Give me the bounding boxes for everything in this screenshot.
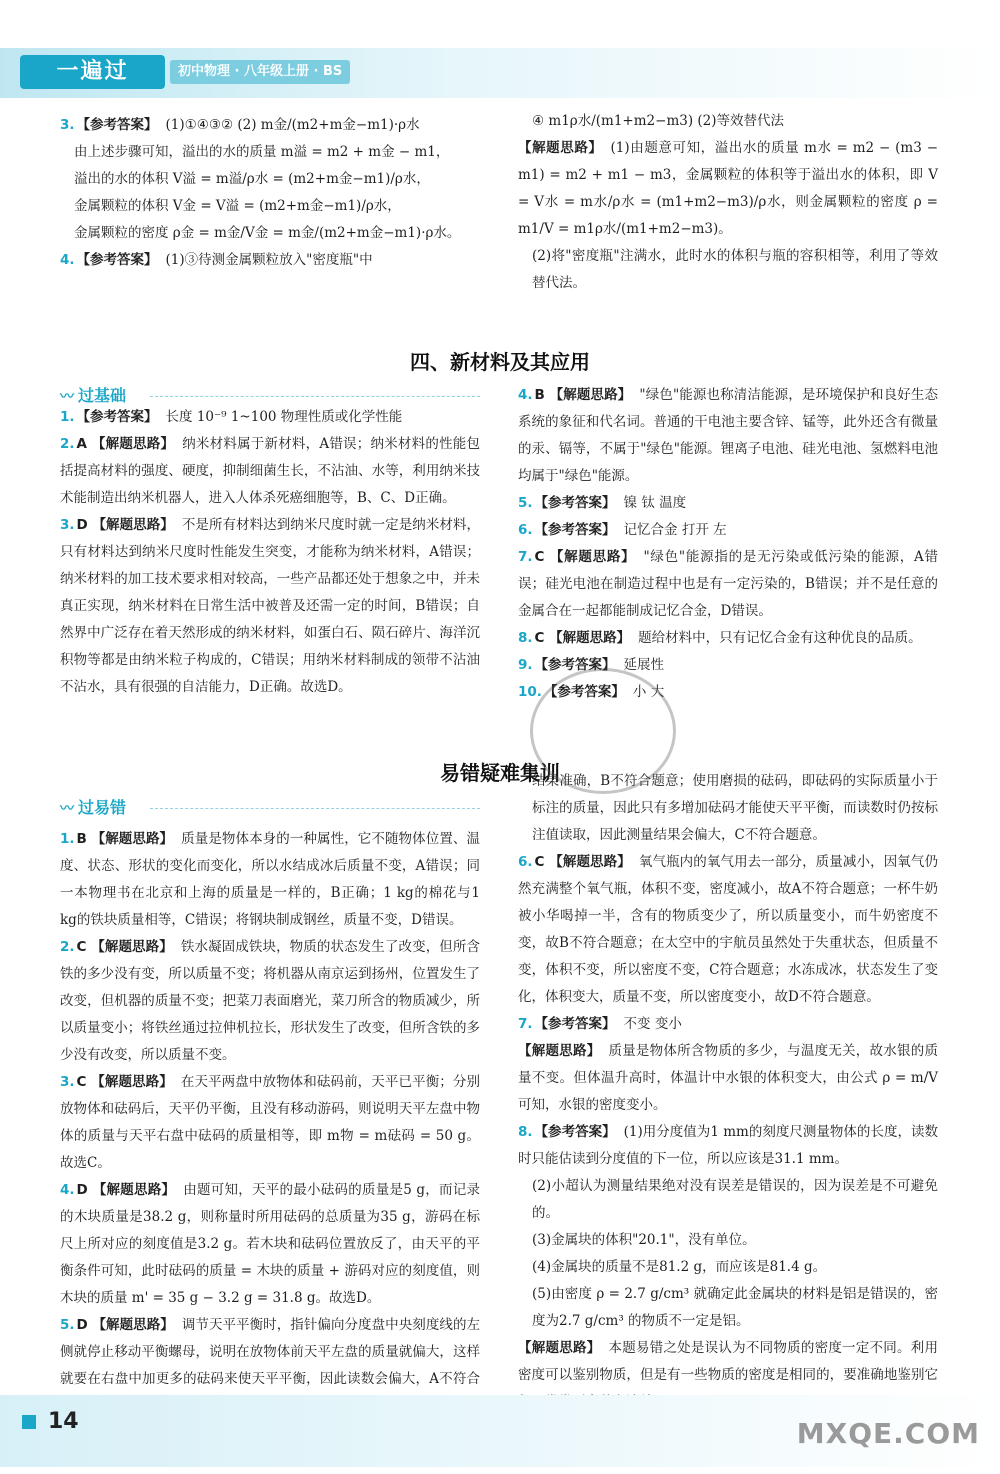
item-text: 溢出的水的体积 V溢 = m溢/ρ水 = (m2+m金−m1)/ρ水， bbox=[74, 171, 430, 187]
answer-item bbox=[60, 431, 480, 512]
item-tag: C 【解题思路】 bbox=[534, 549, 636, 565]
item-number: 3. bbox=[60, 517, 75, 533]
item-number: 10. bbox=[518, 684, 542, 700]
item-tag: 【参考答案】 bbox=[534, 657, 616, 673]
page-marker-icon bbox=[22, 1415, 36, 1429]
section-4-left-column bbox=[60, 404, 480, 701]
series-logo: 一遍过 bbox=[20, 55, 165, 89]
book-subtitle: 初中物理 · 八年级上册 · BS bbox=[170, 60, 350, 84]
item-tag: 【解题思路】 bbox=[518, 1340, 601, 1356]
answer-item bbox=[518, 243, 938, 297]
section-5-right-column bbox=[518, 768, 938, 1416]
item-number: 4. bbox=[60, 1182, 75, 1198]
answer-item bbox=[60, 166, 480, 193]
item-text: (1)③待测金属颗粒放入"密度瓶"中 bbox=[165, 252, 373, 268]
item-text: 不是所有材料达到纳米尺度时就一定是纳米材料，只有材料达到纳米尺度时性能发生突变，才能称为纳米材料，A错误；纳米材料的加工技术要求相对较高，一些产品都还处于想象之中，并未真正实现，纳米材料在日常生活中被普及还需一定的时间，B错误；自然界中广泛存在着天然形成的纳米材料，如蛋白石、陨石碎片、海洋沉积物等都是由纳米粒子构成的，C错误；用纳米材料制成的领带不沾油不沾水，具有很强的自洁能力，D正确。故选D。 bbox=[60, 517, 480, 695]
item-text: 延展性 bbox=[623, 657, 665, 673]
item-tag: B 【解题思路】 bbox=[534, 387, 632, 403]
item-tag: 【参考答案】 bbox=[76, 117, 158, 133]
item-number: 7. bbox=[518, 1016, 533, 1032]
item-text: 本题易错之处是误认为不同物质的密度一定不同。利用密度可以鉴别物质，但是有一些物质的密度是相同的，要准确地鉴别它 bbox=[518, 1340, 939, 1383]
item-text: 不变 变小 bbox=[623, 1016, 682, 1032]
answer-item bbox=[60, 112, 480, 139]
item-tag: C 【解题思路】 bbox=[534, 854, 631, 870]
item-number: 2. bbox=[60, 939, 75, 955]
answer-item bbox=[60, 1177, 480, 1312]
item-text: 镍 钛 温度 bbox=[623, 495, 687, 511]
page-header bbox=[0, 0, 1000, 110]
item-number: 8. bbox=[518, 630, 533, 646]
answer-item bbox=[518, 1227, 938, 1254]
answer-item bbox=[60, 1069, 480, 1177]
item-text: (1)由题意可知，溢出水的质量 m水 = m2 − (m3 − m1) = m2 + m1 − m3，金属颗粒的体积等于溢出水的体积，即 V = V水 = m水/ρ水 = (m1+m2−m3)/ρ水，则金属颗粒的密度 ρ = m1/V = m1ρ水/(m1+m2−m3)。 bbox=[518, 140, 939, 237]
answer-item bbox=[60, 247, 480, 274]
item-text: 金属颗粒的密度 ρ金 = m金/V金 = m金/(m2+m金−m1)·ρ水。 bbox=[74, 225, 461, 241]
answer-item bbox=[60, 220, 480, 247]
item-number: 3. bbox=[60, 1074, 75, 1090]
item-number: 3. bbox=[60, 117, 75, 133]
item-tag: 【参考答案】 bbox=[534, 495, 616, 511]
answer-item bbox=[518, 544, 938, 625]
item-number: 5. bbox=[518, 495, 533, 511]
item-text: 小 大 bbox=[632, 684, 665, 700]
answer-item bbox=[518, 849, 938, 1011]
answer-item bbox=[60, 934, 480, 1069]
item-text: 记忆合金 打开 左 bbox=[623, 522, 727, 538]
answer-item bbox=[518, 108, 938, 135]
item-tag: 【解题思路】 bbox=[518, 1043, 601, 1059]
item-tag: D 【解题思路】 bbox=[76, 1182, 176, 1198]
item-tag: 【参考答案】 bbox=[76, 252, 158, 268]
item-text: (1)用分度值为1 mm的刻度尺测量物体的长度，读数时只能估读到分度值的下一位，所以应该是31.1 mm。 bbox=[518, 1124, 938, 1167]
top-right-column bbox=[518, 108, 938, 297]
section-5-left-column bbox=[60, 826, 480, 1474]
answer-item bbox=[518, 517, 938, 544]
wave-icon: 〰 bbox=[60, 389, 74, 405]
item-number: 6. bbox=[518, 854, 533, 870]
answer-item bbox=[60, 512, 480, 701]
item-text: ④ m1ρ水/(m1+m2−m3) (2)等效替代法 bbox=[532, 113, 785, 129]
item-tag: 【解题思路】 bbox=[518, 140, 603, 156]
item-tag: 【参考答案】 bbox=[534, 1124, 616, 1140]
item-text: (4)金属块的质量不是81.2 g，而应该是81.4 g。 bbox=[532, 1259, 827, 1275]
item-text: 调节天平平衡时，指针偏向分度盘中央刻度线的左侧就停止移动平衡螺母，说明在放物体前天平左盘的质量就偏大，这样就要在右盘中加更多的砝码来使天平平衡，因此读数会偏大，A不符合 bbox=[60, 1317, 480, 1387]
item-tag: 【参考答案】 bbox=[534, 1016, 616, 1032]
item-text: 纳米材料属于新材料，A错误；纳米材料的性能包括提高材料的强度、硬度，抑制细菌生长，不沾油、水等，利用纳米技术能制造出纳米机器人，进入人体杀死癌细胞等，B、C、D正确。 bbox=[60, 436, 480, 506]
wave-icon: 〰 bbox=[60, 801, 74, 817]
item-number: 9. bbox=[518, 657, 533, 673]
item-number: 6. bbox=[518, 522, 533, 538]
item-tag: 【参考答案】 bbox=[534, 522, 616, 538]
item-text: 氧气瓶内的氧气用去一部分，质量减小，因氧气仍然充满整个氧气瓶，体积不变，密度减小，故A不符合题意；一杯牛奶被小华喝掉一半，含有的物质变少了，所以质量变小，而牛奶密度不变，故B不符合题意；在太空中的宇航员虽然处于失重状态，但质量不变，体积不变，所以密度不变，C符合题意；水冻成冰，状态发生了变化，体积变大，质量不变，所以密度变小，故D不符合题意。 bbox=[518, 854, 939, 1005]
subhead-label: 过易错 bbox=[78, 798, 127, 817]
item-text: 质量是物体所含物质的多少，与温度无关，故水银的质量不变。但体温升高时，体温计中水银的体积变大，由公式 ρ = m/V 可知，水银的密度变小。 bbox=[518, 1043, 939, 1113]
item-tag: 【参考答案】 bbox=[76, 409, 158, 425]
item-number: 4. bbox=[518, 387, 533, 403]
item-text: 题给材料中，只有记忆合金有这种优良的品质。 bbox=[638, 630, 922, 646]
page-number: 14 bbox=[48, 1409, 79, 1434]
section-4-right-column bbox=[518, 382, 938, 706]
item-tag: A 【解题思路】 bbox=[76, 436, 175, 452]
answer-item bbox=[518, 1038, 938, 1119]
answer-item bbox=[518, 135, 938, 243]
item-tag: C 【解题思路】 bbox=[76, 939, 173, 955]
answer-item bbox=[518, 625, 938, 652]
section-4-title: 四、新材料及其应用 bbox=[410, 350, 590, 374]
answer-item bbox=[518, 1119, 938, 1173]
item-text: 长度 10⁻⁹ 1~100 物理性质或化学性能 bbox=[165, 409, 403, 425]
answer-item bbox=[518, 1254, 938, 1281]
answer-item bbox=[60, 826, 480, 934]
top-left-column bbox=[60, 112, 480, 274]
item-number: 5. bbox=[60, 1317, 75, 1333]
item-number: 2. bbox=[60, 436, 75, 452]
item-tag: D 【解题思路】 bbox=[76, 1317, 174, 1333]
answer-item bbox=[60, 139, 480, 166]
item-tag: B 【解题思路】 bbox=[76, 831, 174, 847]
item-text: 金属颗粒的体积 V金 = V溢 = (m2+m金−m1)/ρ水， bbox=[74, 198, 401, 214]
item-number: 8. bbox=[518, 1124, 533, 1140]
item-number: 7. bbox=[518, 549, 533, 565]
item-text: "绿色"能源也称清洁能源，是环境保护和良好生态系统的象征和代名词。普通的干电池主要含锌、锰等，此外还含有微量的汞、镉等，不属于"绿色"能源。锂离子电池、硅光电池、氢燃料电池均属于"绿色"能源。 bbox=[518, 387, 938, 484]
answer-item bbox=[60, 193, 480, 220]
item-number: 4. bbox=[60, 252, 75, 268]
item-text: 由上述步骤可知，溢出的水的质量 m溢 = m2 + m金 − m1， bbox=[74, 144, 450, 160]
item-tag: 【参考答案】 bbox=[543, 684, 625, 700]
handwriting-stamp bbox=[530, 668, 676, 794]
section-5-subhead bbox=[60, 796, 126, 821]
item-text: (5)由密度 ρ = 2.7 g/cm³ 就确定此金属块的材料是铝是错误的，密度为2.7 g/cm³ 的物质不一定是铝。 bbox=[532, 1286, 938, 1329]
item-number: 1. bbox=[60, 831, 75, 847]
watermark: MXQE.COM bbox=[796, 1417, 980, 1450]
answer-item bbox=[518, 1173, 938, 1227]
item-text: 在天平两盘中放物体和砝码前，天平已平衡；分别放物体和砝码后，天平仍平衡，且没有移动游码，则说明天平左盘中物体的质量与天平右盘中砝码的质量相等，即 m物 = m砝码 = 50 g。故选C。 bbox=[60, 1074, 481, 1171]
item-text: 由题可知，天平的最小砝码的质量是5 g，而记录的木块质量是38.2 g，则称量时所用砝码的总质量为35 g，游码在标尺上所对应的刻度值是3.2 g。若木块和砝码位置放反了，由天平的平衡条件可知，此时砝码的质量 = 木块的质量 + 游码对应的刻度值，则木块的质量 m' = 35 g − 3.2 g = 31.8 g。故选D。 bbox=[60, 1182, 480, 1306]
answer-item bbox=[518, 382, 938, 490]
answer-item bbox=[518, 490, 938, 517]
answer-item bbox=[518, 1011, 938, 1038]
item-text: 质量是物体本身的一种属性，它不随物体位置、温度、状态、形状的变化而变化，所以水结成冰后质量不变，A错误；同一本物理书在北京和上海的质量是一样的，B正确；1 kg的棉花与1 kg的铁块质量相等，C错误；将钢块制成钢丝，质量不变，D错误。 bbox=[60, 831, 480, 928]
item-text: 结果准确，B不符合题意；使用磨损的砝码，即砝码的实际质量小于标注的质量，因此只有多增加砝码才能使天平平衡，而读数时仍按标注值读取，因此测量结果会偏大，C不符合题意。 bbox=[532, 773, 938, 843]
subhead-rule bbox=[150, 808, 480, 809]
item-number: 1. bbox=[60, 409, 75, 425]
section-5-title: 易错疑难集训 bbox=[440, 761, 560, 785]
item-tag: C 【解题思路】 bbox=[76, 1074, 173, 1090]
item-text: "绿色"能源指的是无污染或低污染的能源，A错误；硅光电池在制造过程中也是有一定污染的，B错误；并不是任意的金属合在一起都能制成记忆合金，D错误。 bbox=[518, 549, 938, 619]
item-text: (1)①④③② (2) m金/(m2+m金−m1)·ρ水 bbox=[165, 117, 420, 133]
item-text: (2)将"密度瓶"注满水，此时水的体积与瓶的容积相等，利用了等效替代法。 bbox=[532, 248, 938, 291]
item-tag: C 【解题思路】 bbox=[534, 630, 631, 646]
subhead-rule bbox=[150, 396, 480, 397]
answer-item bbox=[518, 1281, 938, 1335]
subhead-label: 过基础 bbox=[78, 386, 127, 405]
item-text: (2)小超认为测量结果绝对没有误差是错误的，因为误差是不可避免的。 bbox=[532, 1178, 938, 1221]
item-tag: D 【解题思路】 bbox=[76, 517, 174, 533]
item-text: 铁水凝固成铁块，物质的状态发生了改变，但所含铁的多少没有变，所以质量不变；将机器从南京运到扬州，位置发生了改变，但机器的质量不变；把菜刀表面磨光，菜刀所含的物质减少，所以质量变小；将铁丝通过拉伸机拉长，形状发生了改变，但所含铁的多少没有改变，所以质量不变。 bbox=[60, 939, 481, 1063]
answer-item bbox=[60, 404, 480, 431]
item-text: (3)金属块的体积"20.1"，没有单位。 bbox=[532, 1232, 756, 1248]
